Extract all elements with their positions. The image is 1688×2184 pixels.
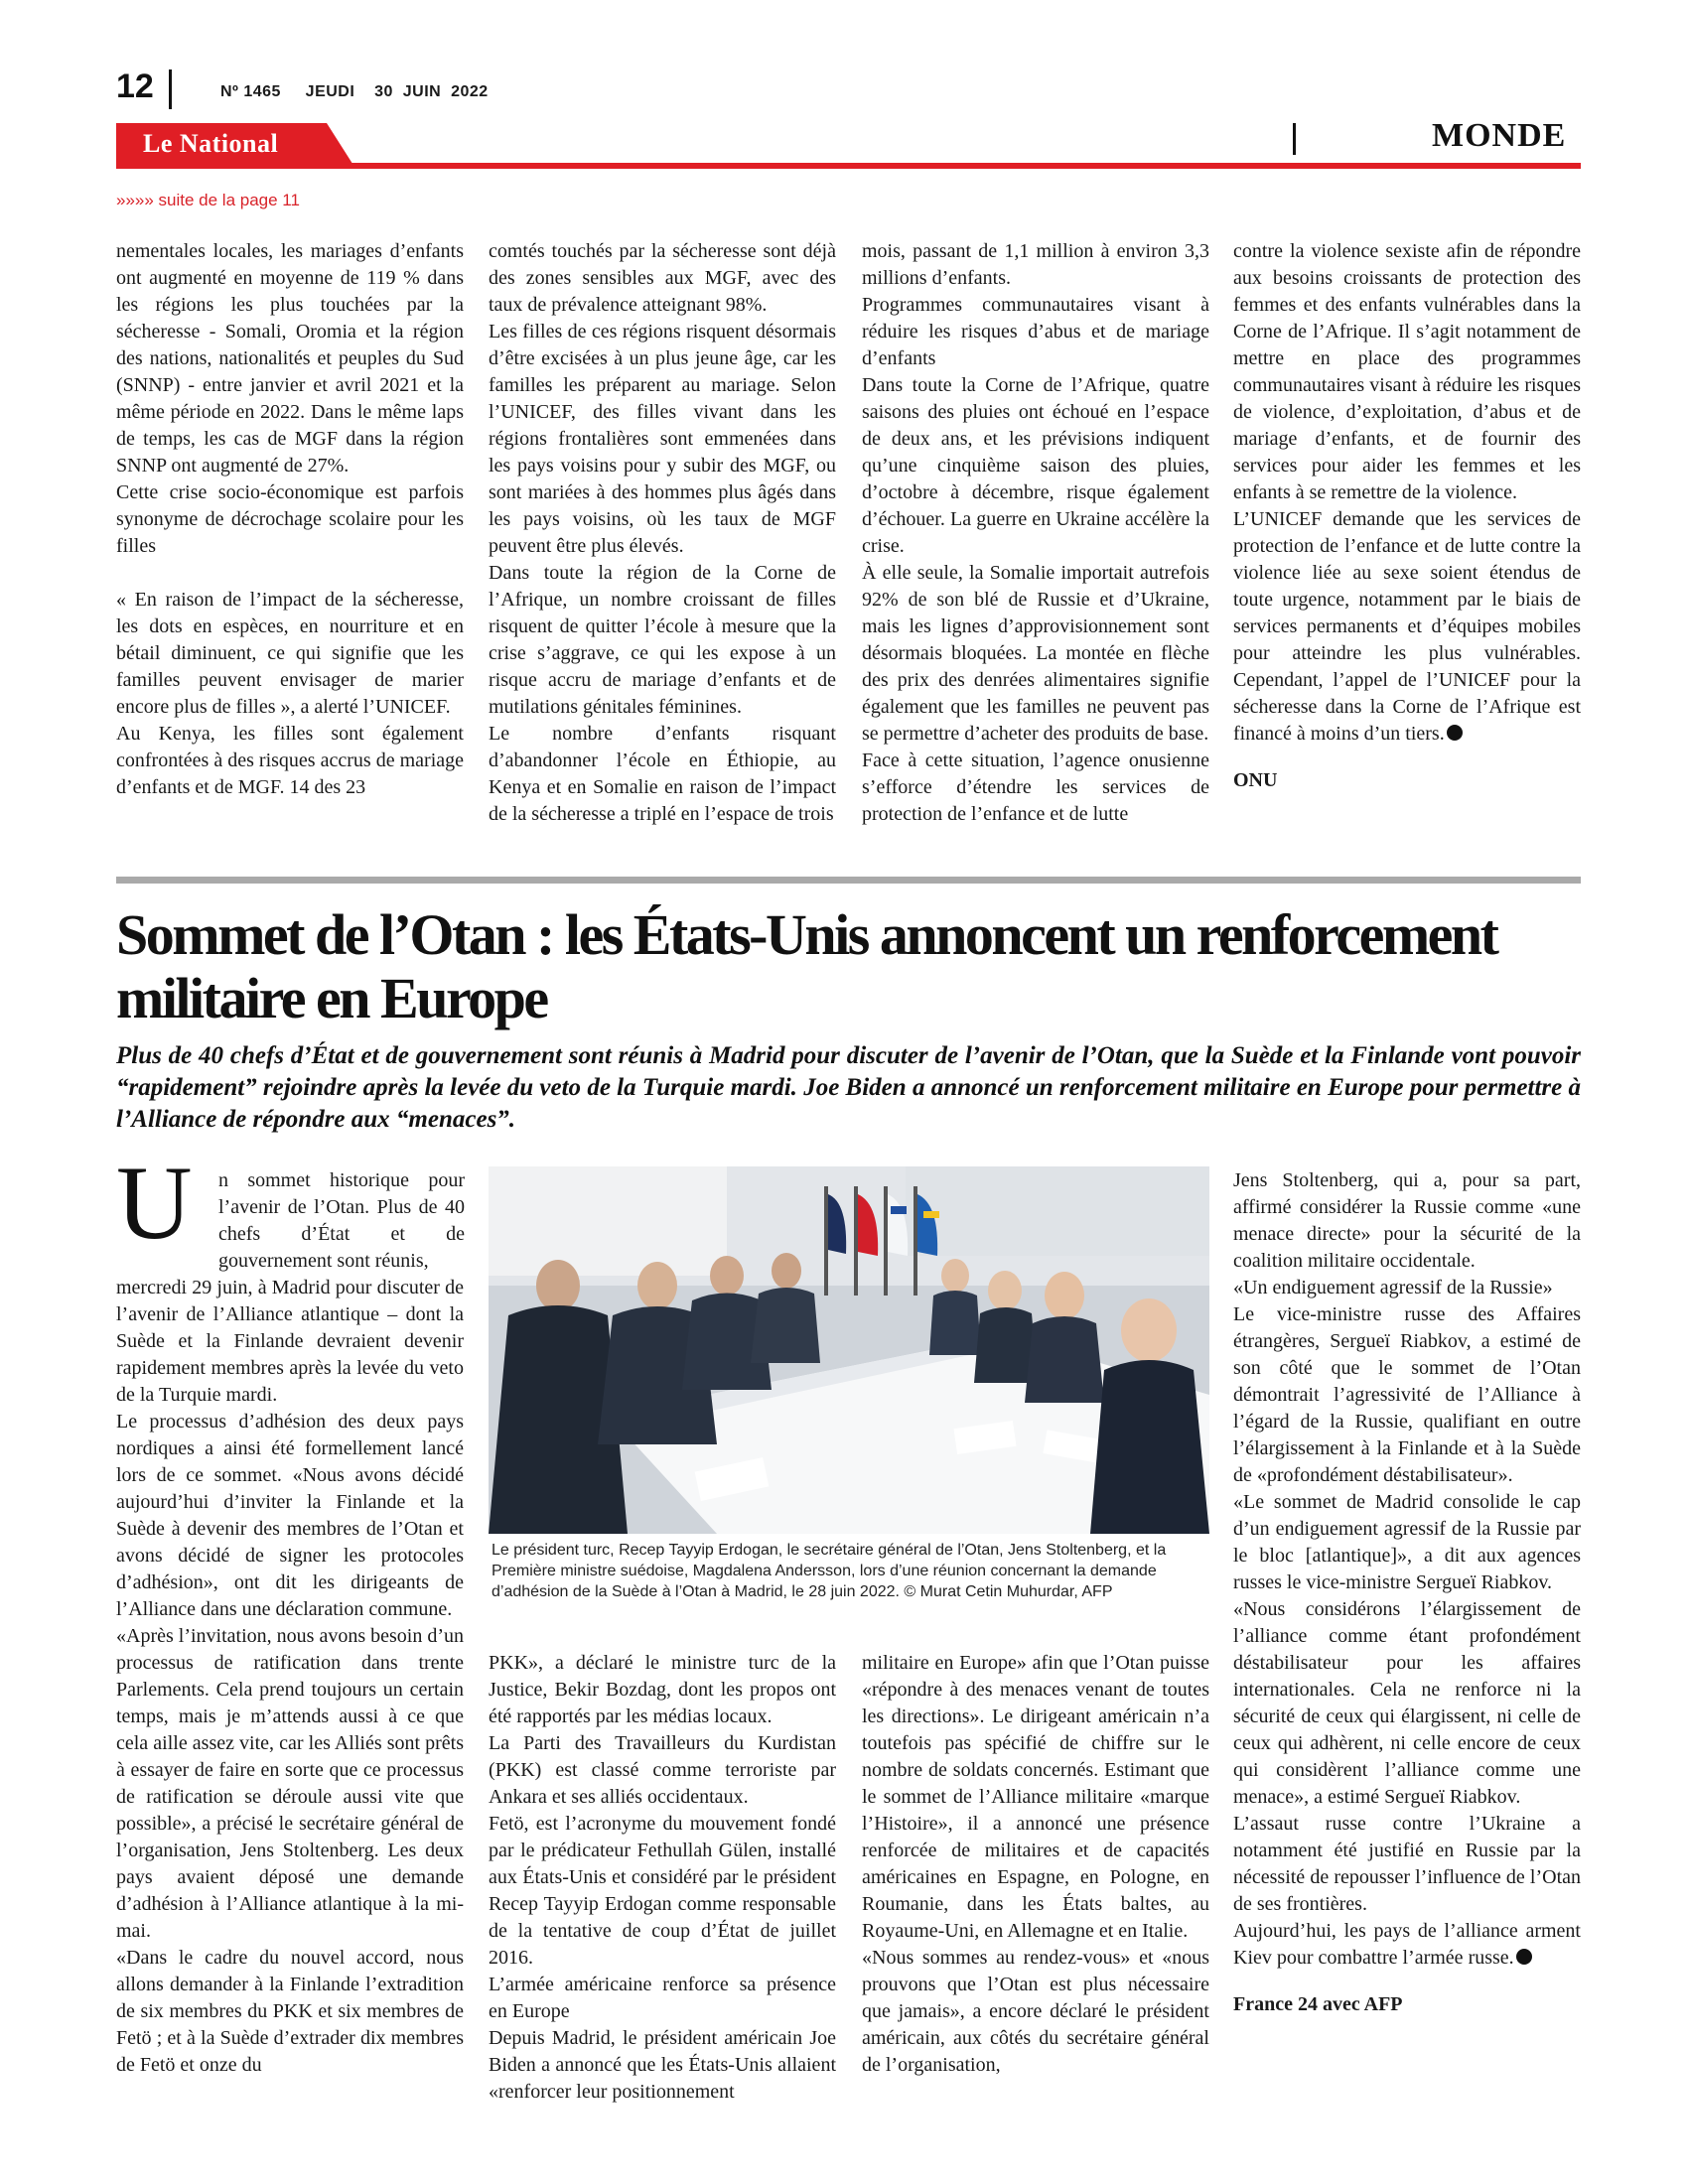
drop-cap: U	[116, 1145, 193, 1261]
end-of-article-icon	[1516, 1949, 1532, 1965]
article-divider	[116, 877, 1581, 884]
prev-article-column-1	[116, 238, 464, 801]
paragraph: «Nous sommes au rendez-vous» et «nous prouvons que l’Otan est plus nécessaire que jamais», a encore déclaré le président américain, aux côtés du secrétaire général de l’organisation,	[862, 1947, 1209, 2076]
page-number: 12	[116, 68, 154, 105]
prev-article-column-2	[489, 238, 836, 828]
subheading: «Un endiguement agressif de la Russie»	[1233, 1277, 1553, 1298]
paragraph: À elle seule, la Somalie importait autrefois 92% de son blé de Russie et d’Ukraine, mais les lignes d’approvisionnement sont désormais bloquées. La montée en flèche des prix des denrées alimentaires signifie également que les familles ne peuvent pas se permettre d’acheter des produits de base.	[862, 562, 1209, 745]
paragraph: La Parti des Travailleurs du Kurdistan (PKK) est classé comme terroriste par Ankara et ses alliés occidentaux.	[489, 1732, 836, 1808]
paragraph: Dans toute la région de la Corne de l’Afrique, un nombre croissant de filles risquent de quitter l’école à mesure que la crise s’aggrave, ce qui les expose à un risque accru de mariage d’enfants et de mutilations génitales féminines.	[489, 562, 836, 718]
paragraph: Depuis Madrid, le président américain Joe Biden a annoncé que les États-Unis allaient «renforcer leur positionnement	[489, 2027, 836, 2103]
paragraph: «Dans le cadre du nouvel accord, nous allons demander à la Finlande l’extradition de six membres du PKK et six membres de Fetö ; et à la Suède d’extrader dix membres de Fetö et onze du	[116, 1947, 464, 2076]
paragraph: Dans toute la Corne de l’Afrique, quatre saisons des pluies ont échoué en l’espace de deux ans, et les prévisions indiquent qu’une cinquième saison des pluies, d’octobre à décembre, risque également d’échouer. La guerre en Ukraine accélère la crise.	[862, 374, 1209, 557]
paragraph: PKK», a déclaré le ministre turc de la Justice, Bekir Bozdag, dont les propos ont été rapportés par les médias locaux.	[489, 1652, 836, 1727]
paragraph-text: Aujourd’hui, les pays de l’alliance arment Kiev pour combattre l’armée russe.	[1233, 1920, 1581, 1969]
paragraph: Le processus d’adhésion des deux pays nordiques a ainsi été formellement lancé lors de ce sommet. «Nous avons décidé aujourd’hui d’inviter la Finlande et la Suède à devenir des membres de l’Otan et avons décidé de signer les protocoles d’adhésion», ont dit les dirigeants de l’Alliance dans une déclaration commune.	[116, 1411, 464, 1620]
header-rule	[116, 163, 1581, 169]
end-of-article-icon	[1447, 725, 1463, 741]
paragraph: Au Kenya, les filles sont également confrontées à des risques accrus de mariage d’enfants et de MGF. 14 des 23	[116, 723, 464, 798]
paragraph: «Après l’invitation, nous avons besoin d’un processus de ratification dans trente Parlements. Cela prend toujours un certain temps, mais je m’attends aussi à ce que cela aille assez vite, car les Alliés sont prêts à essayer de faire en sorte que ce processus de ratification se déroule aussi vite que possible», a précisé le secrétaire général de l’organisation, Jens Stoltenberg. Les deux pays avaient déposé une demande d’adhésion à l’Alliance atlantique à la mi-mai.	[116, 1625, 464, 1942]
header-separator	[169, 69, 172, 109]
paragraph: Les filles de ces régions risquent désormais d’être excisées à un plus jeune âge, car les familles les préparent au mariage. Selon l’UNICEF, des filles vivant dans les régions frontalières sont emmenées dans les pays voisins pour y subir des MGF, ou sont mariées à des hommes plus âgés dans les pays voisins, où les taux de MGF peuvent être plus élevés.	[489, 321, 836, 557]
prev-article-column-4	[1233, 238, 1581, 794]
issue-date: Nº 1465 JEUDI 30 JUIN 2022	[220, 83, 489, 100]
paragraph: nementales locales, les mariages d’enfants ont augmenté en moyenne de 119 % dans les régions les plus touchées par la sécheresse - Somali, Oromia et la région des nations, nationalités et peuples du Sud (SNNP) - entre janvier et avril 2021 et la même période en 2022. Dans le même laps de temps, les cas de MGF dans la région SNNP ont augmenté de 27%.	[116, 240, 464, 477]
article-headline: Sommet de l’Otan : les États-Unis annoncent un renforcement militaire en Europe	[116, 902, 1497, 1030]
section-title: MONDE	[1432, 117, 1567, 154]
paragraph: L’assaut russe contre l’Ukraine a notamment été justifié en Russie par la nécessité de repousser l’influence de l’Otan de ses frontières.	[1233, 1813, 1581, 1915]
paragraph: Le nombre d’enfants risquant d’abandonner l’école en Éthiopie, au Kenya et en Somalie en raison de l’impact de la sécheresse a triplé en l’espace de trois	[489, 723, 836, 825]
summit-photo-illustration	[489, 1166, 1209, 1534]
paragraph: n sommet historique pour l’avenir de l’Otan. Plus de 40 chefs d’État et de gouvernement sont réunis,	[218, 1169, 465, 1272]
article-column-1-intro	[218, 1167, 465, 1275]
paragraph: Jens Stoltenberg, qui a, pour sa part, affirmé considérer la Russie comme «une menace directe» pour la sécurité de la coalition militaire occidentale.	[1233, 1169, 1581, 1272]
article-signature: ONU	[1233, 769, 1278, 791]
paragraph: contre la violence sexiste afin de répondre aux besoins croissants de protection des femmes et des enfants vulnérables dans la Corne de l’Afrique. Il s’agit notamment de mettre en place des programmes communautaires visant à réduire les risques de violence, d’exploitation, d’abus et de mariage d’enfants, et de fournir des services pour aider les femmes et les enfants à se remettre de la violence.	[1233, 240, 1581, 503]
prev-article-column-3	[862, 238, 1209, 828]
paragraph	[1233, 1918, 1581, 1972]
article-signature: France 24 avec AFP	[1233, 1993, 1403, 2015]
continuation-note[interactable]: »»»» suite de la page 11	[116, 191, 300, 209]
paragraph: Le vice-ministre russe des Affaires étrangères, Sergueï Riabkov, a estimé de son côté que le sommet de l’Otan démontrait l’agressivité de l’Alliance à l’égard de la Russie, qualifiant en outre l’élargissement à la Finlande et à la Suède de «profondément déstabilisateur».	[1233, 1303, 1581, 1486]
photo-caption: Le président turc, Recep Tayyip Erdogan, le secrétaire général de l’Otan, Jens Stoltenberg, et la Première ministre suédoise, Magdalena Andersson, lors d’une réunion concernant la demande d’adhésion de la Suède à l’Otan à Madrid, le 28 juin 2022. © Murat Cetin Muhurdar, AFP	[492, 1542, 1167, 1600]
paragraph: Face à cette situation, l’agence onusienne s’efforce d’étendre les services de protection de l’enfance et de lutte	[862, 750, 1209, 825]
article-lead: Plus de 40 chefs d’État et de gouvernement sont réunis à Madrid pour discuter de l’avenir de l’Otan, que la Suède et la Finlande vont pouvoir “rapidement” rejoindre après la levée du veto de la Turquie mardi. Joe Biden a annoncé un renforcement militaire en Europe pour permettre à l’Alliance de répondre aux “menaces”.	[116, 1042, 1581, 1133]
subheading: L’armée américaine renforce sa présence en Europe	[489, 1974, 836, 2022]
paragraph-text: L’UNICEF demande que les services de protection de l’enfance et de lutte contre la violence liée au sexe soient étendus de toute urgence, notamment par le biais de services permanents et d’équipes mobiles pour atteindre les plus vulnérables. Cependant, l’appel de l’UNICEF pour la sécheresse dans la Corne de l’Afrique est financé à moins d’un tiers.	[1233, 508, 1581, 745]
newspaper-logo[interactable]: Le National	[143, 129, 279, 158]
article-column-2	[489, 1650, 836, 2106]
paragraph: «Le sommet de Madrid consolide le cap d’un endiguement agressif de la Russie par le bloc [atlantique]», a dit aux agences russes le vice-ministre Sergueï Riabkov.	[1233, 1491, 1581, 1593]
paragraph: comtés touchés par la sécheresse sont déjà des zones sensibles aux MGF, avec des taux de prévalence atteignant 98%.	[489, 240, 836, 316]
summit-photo	[489, 1166, 1209, 1534]
article-column-1	[116, 1275, 464, 2079]
paragraph: « En raison de l’impact de la sécheresse, les dots en espèces, en nourriture et en bétail diminuent, ce qui signifie que les familles peuvent envisager de marier encore plus de filles », a alerté l’UNICEF.	[116, 589, 464, 718]
paragraph: mercredi 29 juin, à Madrid pour discuter de l’avenir de l’Alliance atlantique – dont la Suède et la Finlande devraient devenir rapidement membres après la levée du veto de la Turquie mardi.	[116, 1277, 464, 1406]
paragraph: Fetö, est l’acronyme du mouvement fondé par le prédicateur Fethullah Gülen, installé aux États-Unis et considéré par le président Recep Tayyip Erdogan comme responsable de la tentative de coup d’État de juillet 2016.	[489, 1813, 836, 1969]
article-column-3	[862, 1650, 1209, 2079]
paragraph: mois, passant de 1,1 million à environ 3,3 millions d’enfants.	[862, 240, 1209, 289]
article-column-4	[1233, 1167, 1581, 2018]
paragraph	[1233, 506, 1581, 748]
subheading: Programmes communautaires visant à réduire les risques d’abus et de mariage d’enfants	[862, 294, 1209, 369]
paragraph: «Nous considérons l’élargissement de l’alliance comme étant profondément déstabilisateur pour les affaires internationales. Cela ne renforce ni la sécurité de ceux qui élargissent, ni celle de ceux qui adhèrent, ni celle encore de ceux qui considèrent l’alliance comme une menace», a estimé Sergueï Riabkov.	[1233, 1598, 1581, 1808]
paragraph: militaire en Europe» afin que l’Otan puisse «répondre à des menaces venant de toutes les directions». Le dirigeant américain n’a toutefois pas spécifié de chiffre sur le nombre de soldats concernés. Estimant que le sommet de l’Alliance militaire «marque l’Histoire», il a annoncé une présence renforcée de militaires et de capacités américaines en Espagne, en Pologne, en Roumanie, dans les États baltes, au Royaume-Uni, en Allemagne et en Italie.	[862, 1652, 1209, 1942]
section-separator	[1293, 123, 1296, 155]
paragraph: Cette crise socio-économique est parfois synonyme de décrochage scolaire pour les filles	[116, 481, 464, 557]
